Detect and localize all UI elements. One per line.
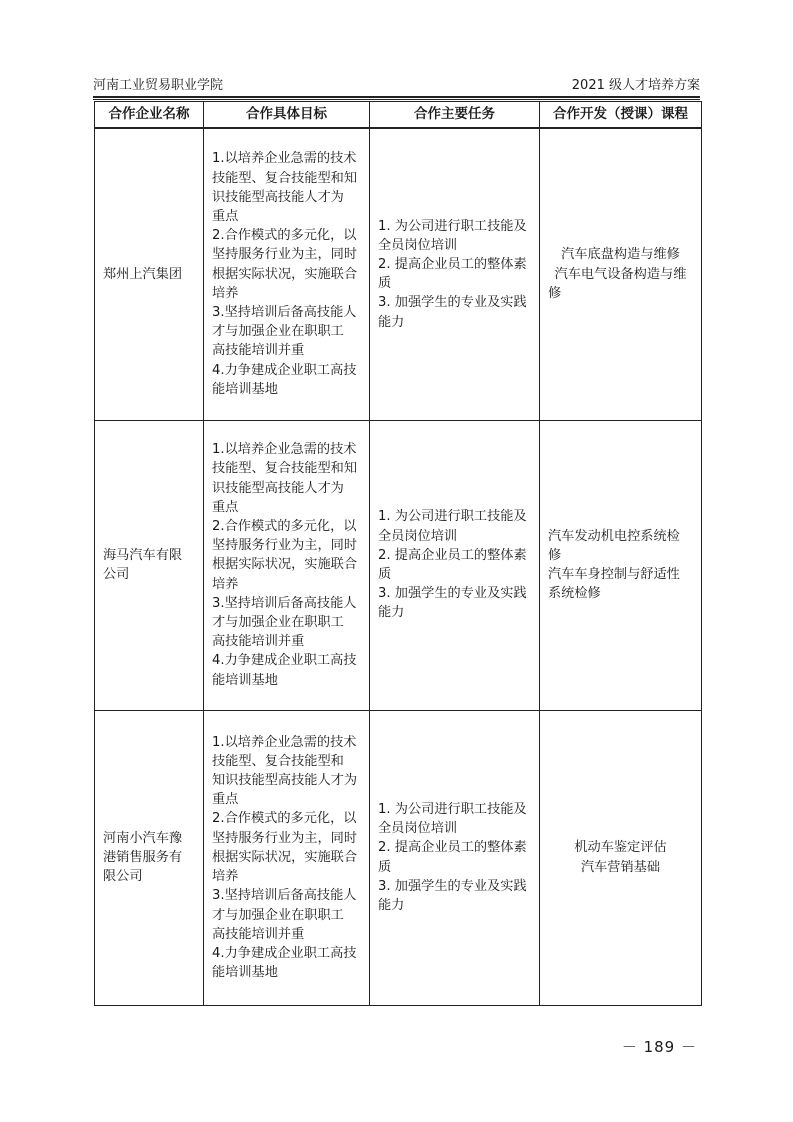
- goal-line: 才与加强企业在职职工: [212, 324, 344, 340]
- header-rule-thick: [93, 96, 700, 98]
- goal-line: 1.以培养企业急需的技术: [212, 442, 357, 458]
- task-line: 全员岗位培训: [378, 237, 458, 253]
- header-institution: 河南工业贸易职业学院: [93, 78, 224, 93]
- goal-line: 识技能型高技能人才为: [212, 189, 344, 205]
- courses-cell: [540, 710, 702, 1005]
- course-line: 修: [548, 547, 562, 563]
- task-line: 3. 加强学生的专业及实践: [378, 295, 527, 311]
- goal-line: 坚持服务行业为主，同时: [212, 538, 358, 554]
- task-line: 全员岗位培训: [378, 821, 458, 837]
- course-line: 汽车车身控制与舒适性: [548, 567, 680, 582]
- company-cell: [95, 710, 204, 1005]
- tasks-cell: [370, 128, 540, 420]
- goal-line: 2.合作模式的多元化，以: [212, 228, 357, 244]
- goal-line: 能培训基地: [212, 381, 278, 397]
- company-line: 河南小汽车豫: [103, 830, 183, 846]
- goal-line: 才与加强企业在职职工: [212, 907, 344, 923]
- goal-line: 能培训基地: [212, 672, 278, 688]
- goal-line: 培养: [212, 576, 239, 592]
- goal-line: 3.坚持培训后备高技能人: [212, 595, 357, 611]
- goal-line: 能培训基地: [212, 965, 278, 981]
- col-header-tasks: 合作主要任务: [370, 102, 540, 129]
- goals-cell: [204, 420, 370, 710]
- task-line: 质: [378, 567, 392, 582]
- table-row: [95, 128, 702, 420]
- goal-line: 根据实际状况，实施联合: [212, 849, 358, 865]
- col-header-goals: 合作具体目标: [204, 102, 370, 129]
- col-header-courses: 合作开发（授课）课程: [540, 102, 702, 129]
- goal-line: 3.坚持培训后备高技能人: [212, 888, 357, 904]
- course-line: 汽车电气设备构造与维: [554, 266, 687, 282]
- task-line: 1. 为公司进行职工技能及: [378, 509, 527, 525]
- task-line: 3. 加强学生的专业及实践: [378, 878, 527, 894]
- goal-line: 根据实际状况，实施联合: [212, 266, 358, 282]
- task-line: 2. 提高企业员工的整体素: [378, 547, 527, 563]
- task-line: 质: [378, 859, 392, 875]
- courses-cell: [540, 128, 702, 420]
- goal-line: 高技能培训并重: [212, 634, 305, 650]
- table-row: [95, 420, 702, 710]
- task-line: 1. 为公司进行职工技能及: [378, 801, 527, 817]
- goal-line: 3.坚持培训后备高技能人: [212, 305, 357, 321]
- task-line: 2. 提高企业员工的整体素: [378, 840, 527, 856]
- goal-line: 技能型、复合技能型和知: [212, 170, 358, 186]
- goal-line: 1.以培养企业急需的技术: [212, 151, 357, 167]
- tasks-cell: [370, 710, 540, 1005]
- task-line: 质: [378, 276, 392, 292]
- company-line: 郑州上汽集团: [103, 266, 183, 282]
- goal-line: 4.力争建成企业职工高技: [212, 653, 357, 669]
- company-cell: [95, 128, 204, 420]
- task-line: 能力: [378, 605, 405, 621]
- company-line: 海马汽车有限: [103, 547, 183, 563]
- task-line: 3. 加强学生的专业及实践: [378, 586, 527, 602]
- company-cell: [95, 420, 204, 710]
- task-line: 2. 提高企业员工的整体素: [378, 257, 527, 273]
- running-header: [93, 78, 700, 94]
- course-line: 汽车发动机电控系统检: [548, 528, 680, 544]
- goal-line: 坚持服务行业为主，同时: [212, 830, 358, 846]
- task-line: 能力: [378, 897, 405, 913]
- company-line: 公司: [103, 567, 130, 582]
- goal-line: 高技能培训并重: [212, 343, 305, 359]
- goal-line: 培养: [212, 285, 239, 301]
- goal-line: 2.合作模式的多元化，以: [212, 518, 357, 534]
- company-line: 限公司: [103, 869, 143, 885]
- company-line: 港销售服务有: [103, 849, 183, 865]
- goal-line: 才与加强企业在职职工: [212, 615, 344, 630]
- goal-line: 知识技能型高技能人才为: [212, 773, 358, 789]
- header-document-title: 2021 级人才培养方案: [571, 78, 700, 93]
- header-rule-thin: [93, 99, 700, 100]
- goal-line: 高技能培训并重: [212, 926, 305, 942]
- goal-line: 根据实际状况，实施联合: [212, 557, 358, 573]
- goals-cell: [204, 710, 370, 1005]
- goal-line: 技能型、复合技能型和知: [212, 461, 358, 477]
- table-header-row: [95, 102, 702, 129]
- goal-line: 重点: [212, 209, 239, 225]
- goal-line: 识技能型高技能人才为: [212, 480, 344, 496]
- task-line: 全员岗位培训: [378, 528, 458, 544]
- cooperation-table: [94, 101, 702, 1006]
- goal-line: 培养: [212, 869, 239, 885]
- goal-line: 技能型、复合技能型和: [212, 753, 344, 769]
- goal-line: 4.力争建成企业职工高技: [212, 362, 357, 378]
- goal-line: 坚持服务行业为主，同时: [212, 247, 358, 263]
- goals-cell: [204, 128, 370, 420]
- courses-cell: [540, 420, 702, 710]
- course-line: 修: [548, 285, 562, 301]
- goal-line: 4.力争建成企业职工高技: [212, 945, 357, 961]
- goal-line: 1.以培养企业急需的技术: [212, 734, 357, 750]
- goal-line: 重点: [212, 499, 239, 515]
- task-line: 能力: [378, 314, 405, 330]
- goal-line: 2.合作模式的多元化，以: [212, 811, 357, 827]
- tasks-cell: [370, 420, 540, 710]
- table-row: [95, 710, 702, 1005]
- col-header-company: 合作企业名称: [95, 102, 204, 129]
- task-line: 1. 为公司进行职工技能及: [378, 218, 527, 234]
- page-number: － 189 －: [621, 1038, 697, 1056]
- course-line: 汽车营销基础: [580, 859, 661, 875]
- course-line: 机动车鉴定评估: [574, 840, 667, 856]
- course-line: 汽车底盘构造与维修: [561, 247, 680, 263]
- course-line: 系统检修: [548, 586, 601, 602]
- goal-line: 重点: [212, 792, 239, 808]
